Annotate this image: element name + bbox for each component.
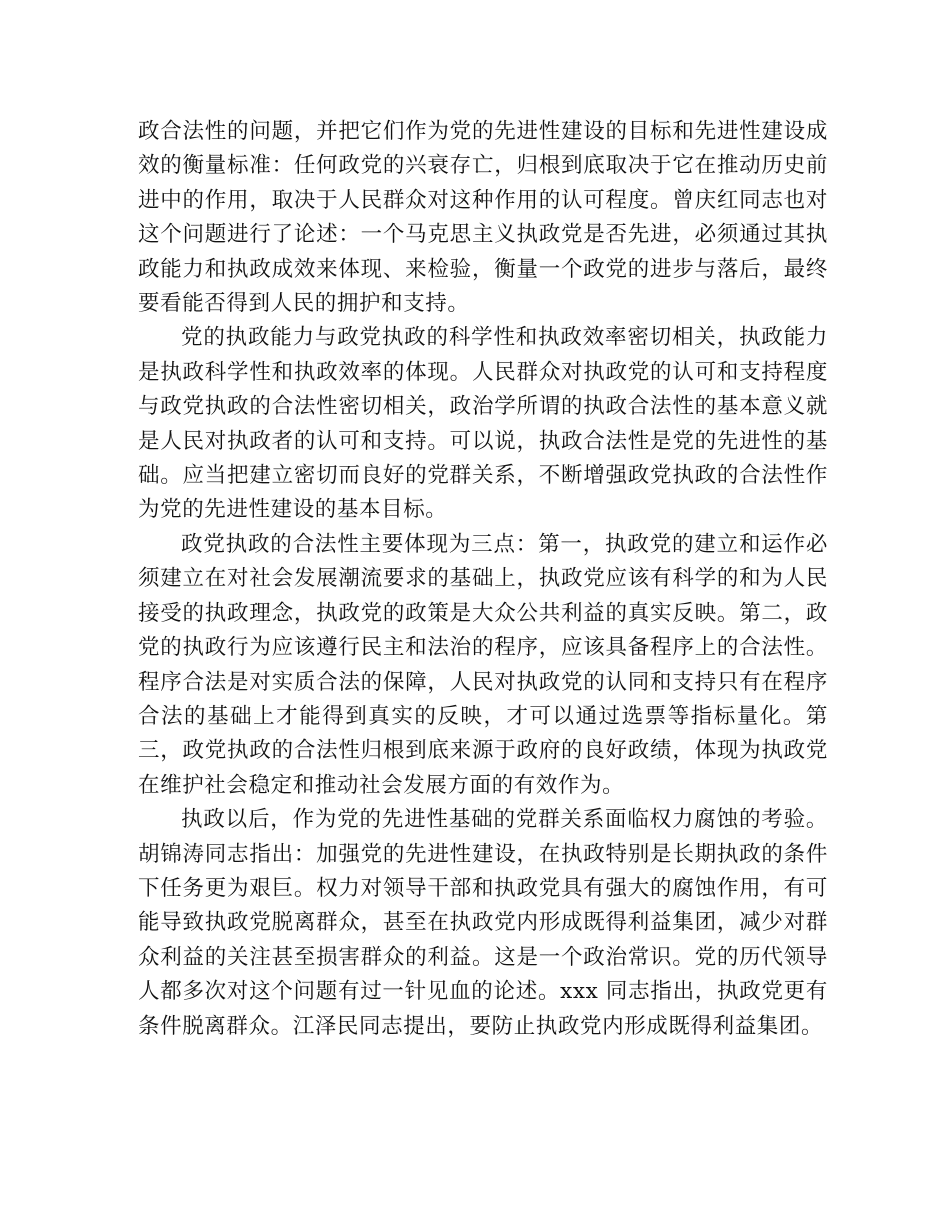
paragraph-4: 执政以后，作为党的先进性基础的党群关系面临权力腐蚀的考验。胡锦涛同志指出：加强党的先进性建设，在执政特别是长期执政的条件下任务更为艰巨。权力对领导干部和执政党具有强大的腐蚀作用，有可能导致执政党脱离群众，甚至在执政党内形成既得利益集团，减少对群众利益的关注甚至损害群众的利益。这是一个政治常识。党的历代领导人都多次对这个问题有过一针见血的论述。xxx 同志指出，执政党更有条件脱离群众。江泽民同志提出，要防止执政党内形成既得利益集团。 — [138, 807, 828, 1039]
paragraph-2: 党的执政能力与政党执政的科学性和执政效率密切相关，执政能力是执政科学性和执政效率的体现。人民群众对执政党的认可和支持程度与政党执政的合法性密切相关，政治学所谓的执政合法性的基本意义就是人民对执政者的认可和支持。可以说，执政合法性是党的先进性的基础。应当把建立密切而良好的党群关系，不断增强政党执政的合法性作为党的先进性建设的基本目标。 — [138, 325, 828, 523]
document-body — [138, 115, 828, 1044]
paragraph-3: 政党执政的合法性主要体现为三点：第一，执政党的建立和运作必须建立在对社会发展潮流要求的基础上，执政党应该有科学的和为人民接受的执政理念，执政党的政策是大众公共利益的真实反映。第二，政党的执政行为应该遵行民主和法治的程序，应该具备程序上的合法性。程序合法是对实质合法的保障，人民对执政党的认同和支持只有在程序合法的基础上才能得到真实的反映，才可以通过选票等指标量化。第三，政党执政的合法性归根到底来源于政府的良好政绩，体现为执政党在维护社会稳定和推动社会发展方面的有效作为。 — [138, 531, 828, 798]
paragraph-1: 政合法性的问题，并把它们作为党的先进性建设的目标和先进性建设成效的衡量标准：任何政党的兴衰存亡，归根到底取决于它在推动历史前进中的作用，取决于人民群众对这种作用的认可程度。曾庆红同志也对这个问题进行了论述：一个马克思主义执政党是否先进，必须通过其执政能力和执政成效来体现、来检验，衡量一个政党的进步与落后，最终要看能否得到人民的拥护和支持。 — [138, 119, 828, 317]
